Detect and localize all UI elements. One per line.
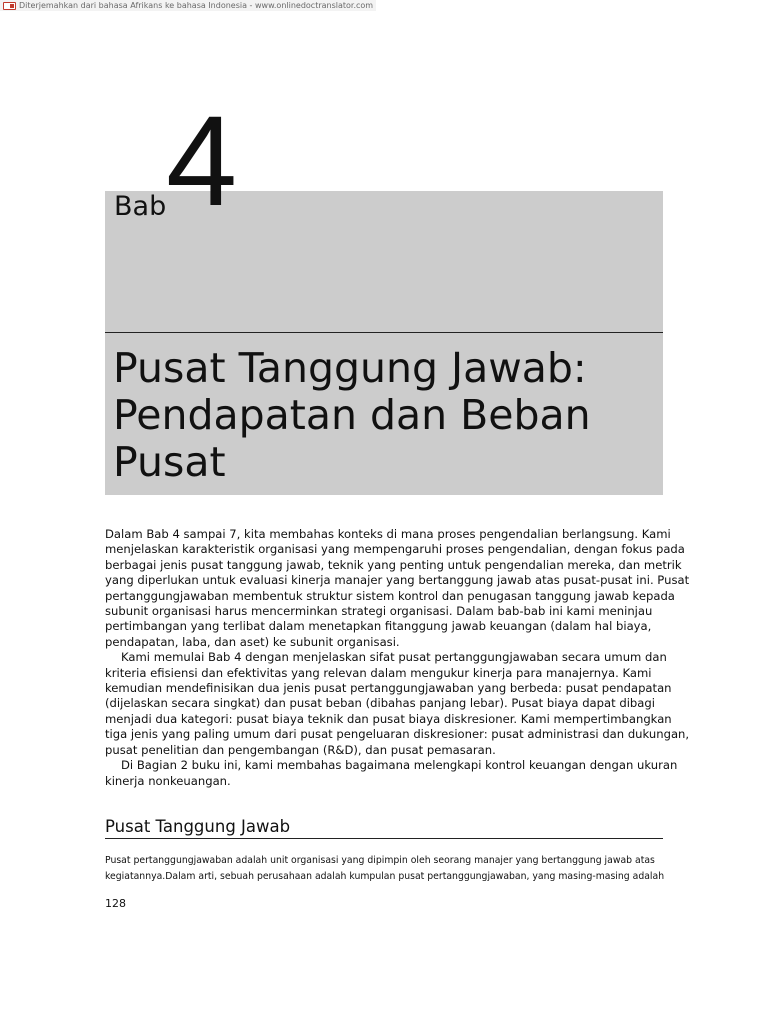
document-translator-icon (3, 2, 16, 10)
chapter-label: Bab (114, 191, 167, 222)
body-line: menjadi dua kategori: pusat biaya teknik dan pusat biaya diskresioner. Kami mempertimbangkan (105, 711, 672, 726)
section-text (105, 853, 665, 885)
body-line: Dalam Bab 4 sampai 7, kita membahas konteks di mana proses pengendalian berlangsung. Kami (105, 527, 671, 541)
chapter-title-line: Pendapatan dan Beban (113, 391, 591, 439)
body-line: pertimbangan yang terlibat dalam menetapkan fitanggung jawab keuangan (dalam hal biaya, (105, 619, 652, 634)
chapter-intro (105, 527, 690, 789)
body-line: kemudian mendefinisikan dua jenis pusat pertanggungjawaban yang berbeda: pusat pendapatan (105, 681, 672, 696)
body-line: kriteria efisiensi dan efektivitas yang relevan dalam mengukur kinerja para manajernya. Kami (105, 665, 652, 680)
body-line: pertanggungjawaban membentuk struktur sistem kontrol dan penugasan tanggung jawab kepada (105, 588, 675, 603)
page-number: 128 (105, 897, 126, 910)
translator-banner[interactable] (0, 0, 376, 11)
body-line: tiga jenis yang paling umum dari pusat pengeluaran diskresioner: pusat administrasi dan dukungan, (105, 727, 690, 742)
section-line: kegiatannya.Dalam arti, sebuah perusahaan adalah kumpulan pusat pertanggungjawaban, yang masing-masing adalah (105, 871, 665, 882)
chapter-number: 4 (166, 90, 238, 233)
body-line: pendapatan, laba, dan aset) ke subunit organisasi. (105, 634, 400, 649)
body-line: yang diperlukan untuk evaluasi kinerja manajer yang bertanggung jawab atas pusat-pusat ini. Pusat (105, 573, 690, 588)
body-line: berbagai jenis pusat tanggung jawab, teknik yang penting untuk pengendalian mereka, dan metrik (105, 557, 682, 572)
chapter-title-line: Pusat (113, 438, 226, 486)
body-line: menjelaskan karakteristik organisasi yang mempengaruhi proses pengendalian, dengan fokus pada (105, 542, 685, 557)
section-line: Pusat pertanggungjawaban adalah unit organisasi yang dipimpin oleh seorang manajer yang bertanggung jawab atas (105, 855, 655, 866)
body-line: Kami memulai Bab 4 dengan menjelaskan sifat pusat pertanggungjawaban secara umum dan (121, 650, 667, 665)
section-heading: Pusat Tanggung Jawab (105, 817, 291, 836)
body-line: (dijelaskan secara singkat) dan pusat beban (dibahas panjang lebar). Pusat biaya dapat dibagi (105, 696, 655, 711)
body-line: pusat penelitian dan pengembangan (R&D), dan pusat pemasaran. (105, 742, 496, 757)
chapter-title-box (105, 333, 663, 495)
section-divider (105, 838, 663, 839)
translator-banner-text[interactable]: Diterjemahkan dari bahasa Afrikans ke bahasa Indonesia - www.onlinedoctranslator.com (19, 1, 374, 10)
body-line: subunit organisasi harus mencerminkan strategi organisasi. Dalam bab-bab ini kami meninjau (105, 604, 653, 619)
body-line: kinerja nonkeuangan. (105, 773, 231, 788)
body-line: Di Bagian 2 buku ini, kami membahas bagaimana melengkapi kontrol keuangan dengan ukuran (121, 758, 678, 773)
chapter-title-line: Pusat Tanggung Jawab: (113, 344, 587, 392)
